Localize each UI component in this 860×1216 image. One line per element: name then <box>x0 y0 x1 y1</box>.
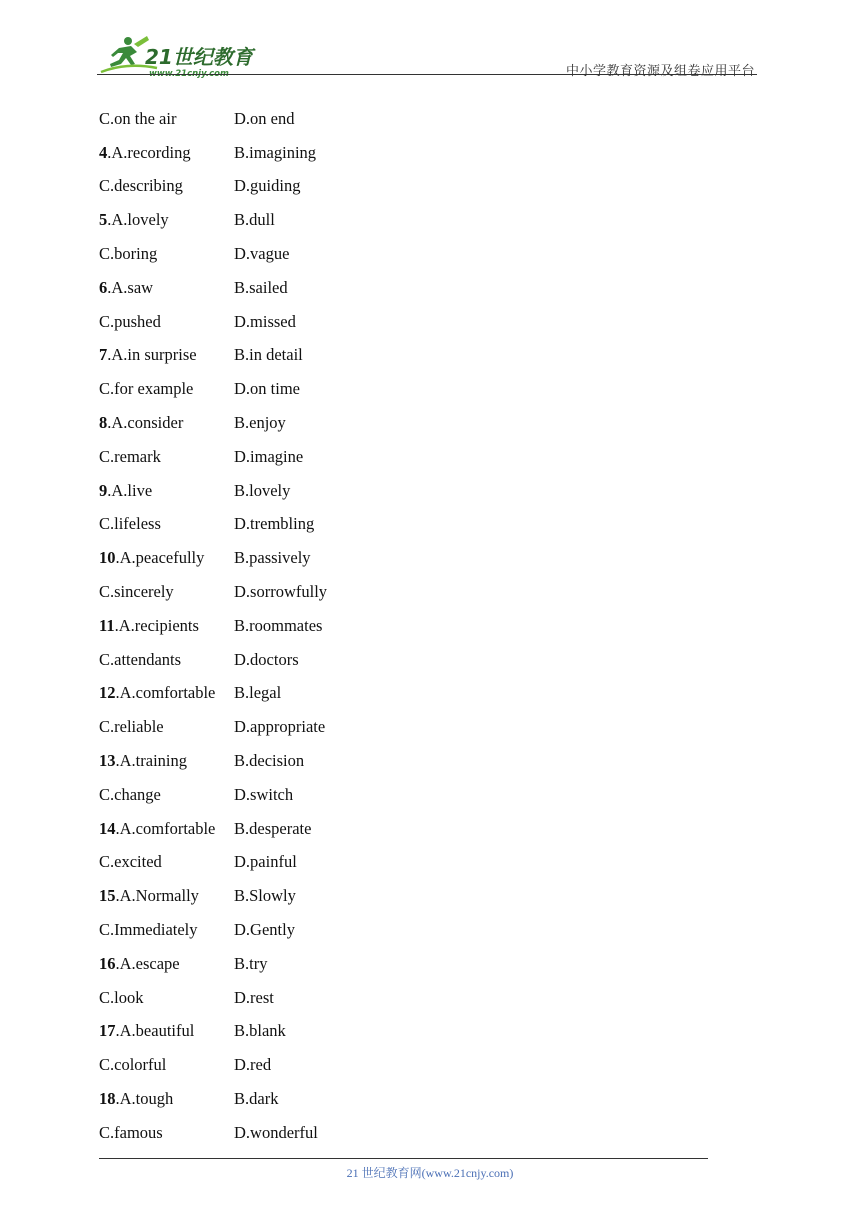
option-pair-left <box>99 514 234 534</box>
option-text: C.sincerely <box>99 582 174 602</box>
option-text: D.painful <box>234 852 297 872</box>
option-row <box>99 575 659 609</box>
option-pair-left <box>99 954 234 974</box>
option-text: C.colorful <box>99 1055 167 1075</box>
option-text: B.sailed <box>234 277 288 297</box>
option-pair-left <box>99 447 234 467</box>
option-row <box>99 609 659 643</box>
option-text: .A.saw <box>107 277 154 297</box>
option-text: .A.training <box>115 751 187 771</box>
option-row <box>99 846 659 880</box>
option-text: .A.Normally <box>115 886 199 906</box>
question-number: 9 <box>99 480 108 500</box>
option-text: .A.comfortable <box>115 818 216 838</box>
option-text: C.pushed <box>99 311 161 331</box>
option-pair-left <box>99 312 234 332</box>
option-pair-left <box>99 717 234 737</box>
option-text: D.wonderful <box>234 1122 318 1142</box>
option-pair-left <box>99 616 234 636</box>
option-text: .A.escape <box>115 953 180 973</box>
option-text: D.Gently <box>234 920 295 940</box>
option-text: .A.consider <box>107 413 184 433</box>
option-text: .A.recording <box>107 142 191 162</box>
option-pair-left <box>99 176 234 196</box>
option-pair-left <box>99 1123 234 1143</box>
option-text: B.blank <box>234 1021 286 1041</box>
option-text: B.enjoy <box>234 413 286 433</box>
option-text: B.Slowly <box>234 886 296 906</box>
option-text: .A.lovely <box>107 210 169 230</box>
option-row <box>99 203 659 237</box>
option-text: B.try <box>234 953 268 973</box>
platform-name: 中小学教育资源及组卷应用平台 <box>565 64 755 79</box>
question-number: 8 <box>99 413 108 433</box>
question-number: 18 <box>99 1089 116 1108</box>
option-row <box>99 1015 659 1049</box>
option-pair-left <box>99 852 234 872</box>
question-number: 5 <box>99 210 108 230</box>
svg-text:www.21cnjy.com: www.21cnjy.com <box>149 69 229 78</box>
option-text: D.vague <box>234 244 290 264</box>
option-pair-left <box>99 1089 234 1109</box>
option-text: C.famous <box>99 1122 163 1142</box>
header-divider <box>97 74 757 75</box>
option-row <box>99 744 659 778</box>
option-row <box>99 541 659 575</box>
option-row <box>99 305 659 339</box>
option-row <box>99 1048 659 1082</box>
option-text: D.switch <box>234 784 294 804</box>
option-text: .A.comfortable <box>115 683 216 703</box>
option-pair-left <box>99 1055 234 1075</box>
option-pair-left <box>99 988 234 1008</box>
option-text: C.lifeless <box>99 514 161 534</box>
option-row <box>99 710 659 744</box>
option-text: .A.in surprise <box>107 345 197 365</box>
option-text: D.appropriate <box>234 717 326 737</box>
option-row <box>99 812 659 846</box>
footer-divider <box>99 1158 708 1159</box>
option-text: B.dark <box>234 1089 279 1108</box>
question-number: 14 <box>99 818 116 838</box>
option-text: C.describing <box>99 176 183 196</box>
option-pair-left <box>99 481 234 501</box>
footer-source: 21 世纪教育网(www.21cnjy.com) <box>346 1166 514 1180</box>
question-number: 16 <box>99 953 116 973</box>
option-text: B.decision <box>234 751 305 771</box>
question-number: 10 <box>99 548 116 568</box>
option-text: B.passively <box>234 548 311 568</box>
option-text: D.doctors <box>234 649 299 669</box>
option-row <box>99 237 659 271</box>
option-text: D.rest <box>234 987 274 1007</box>
option-row <box>99 981 659 1015</box>
option-text: D.trembling <box>234 514 315 534</box>
option-row <box>99 508 659 542</box>
option-text: D.on time <box>234 379 300 399</box>
question-number: 4 <box>99 142 108 162</box>
option-text: .A.beautiful <box>115 1021 195 1041</box>
option-text: B.roommates <box>234 615 323 635</box>
option-text: B.desperate <box>234 818 312 838</box>
option-text: C.on the air <box>99 108 177 128</box>
option-text: C.remark <box>99 446 161 466</box>
option-pair-left <box>99 379 234 399</box>
option-row <box>99 1116 659 1150</box>
option-pair-left <box>99 244 234 264</box>
option-pair-left <box>99 548 234 568</box>
option-text: D.sorrowfully <box>234 582 328 602</box>
question-number: 6 <box>99 277 108 297</box>
option-pair-left <box>99 886 234 906</box>
option-row <box>99 947 659 981</box>
option-text: B.lovely <box>234 480 291 500</box>
question-number: 15 <box>99 886 116 906</box>
option-text: C.attendants <box>99 649 182 669</box>
option-pair-left <box>99 683 234 703</box>
option-text: C.change <box>99 784 161 804</box>
option-text: D.red <box>234 1055 272 1075</box>
option-row <box>99 406 659 440</box>
option-row <box>99 879 659 913</box>
option-text: .A.peacefully <box>115 548 205 568</box>
option-pair-left <box>99 785 234 805</box>
option-pair-left <box>99 109 234 129</box>
option-pair-left <box>99 920 234 940</box>
option-row <box>99 677 659 711</box>
question-number: 12 <box>99 683 116 703</box>
option-text: B.in detail <box>234 345 303 365</box>
option-row <box>99 271 659 305</box>
option-row <box>99 136 659 170</box>
option-pair-left <box>99 819 234 839</box>
option-pair-left <box>99 210 234 230</box>
option-text: D.guiding <box>234 176 301 196</box>
option-pair-left <box>99 143 234 163</box>
option-text: .A.tough <box>115 1089 174 1108</box>
question-number: 17 <box>99 1021 116 1041</box>
option-row <box>99 913 659 947</box>
option-row <box>99 102 659 136</box>
option-row <box>99 339 659 373</box>
option-row <box>99 440 659 474</box>
option-text: D.on end <box>234 108 295 128</box>
option-text: C.boring <box>99 244 158 264</box>
option-text: .A.recipients <box>114 615 199 635</box>
option-text: C.excited <box>99 852 162 872</box>
option-text: B.imagining <box>234 142 317 162</box>
option-text: C.reliable <box>99 717 164 737</box>
option-row <box>99 372 659 406</box>
option-row <box>99 1082 659 1116</box>
option-pair-left <box>99 345 234 365</box>
option-pair-left <box>99 1021 234 1041</box>
option-pair-left <box>99 582 234 602</box>
svg-text:21世纪教育: 21世纪教育 <box>145 45 253 69</box>
question-number: 7 <box>99 345 108 365</box>
option-text: D.missed <box>234 311 296 331</box>
option-row <box>99 170 659 204</box>
answer-options-list <box>99 102 659 1150</box>
question-number: 13 <box>99 751 116 771</box>
option-row <box>99 474 659 508</box>
question-number: 11 <box>99 615 115 635</box>
option-pair-left <box>99 751 234 771</box>
option-text: C.for example <box>99 379 194 399</box>
option-text: C.Immediately <box>99 920 198 940</box>
option-pair-left <box>99 278 234 298</box>
option-text: B.dull <box>234 210 275 230</box>
option-text: D.imagine <box>234 446 304 466</box>
option-row <box>99 643 659 677</box>
option-pair-left <box>99 413 234 433</box>
option-pair-left <box>99 650 234 670</box>
option-row <box>99 778 659 812</box>
logo-21cnjy <box>97 34 267 78</box>
option-text: C.look <box>99 987 144 1007</box>
option-text: .A.live <box>107 480 153 500</box>
page-header <box>97 30 757 80</box>
option-text: B.legal <box>234 683 282 703</box>
